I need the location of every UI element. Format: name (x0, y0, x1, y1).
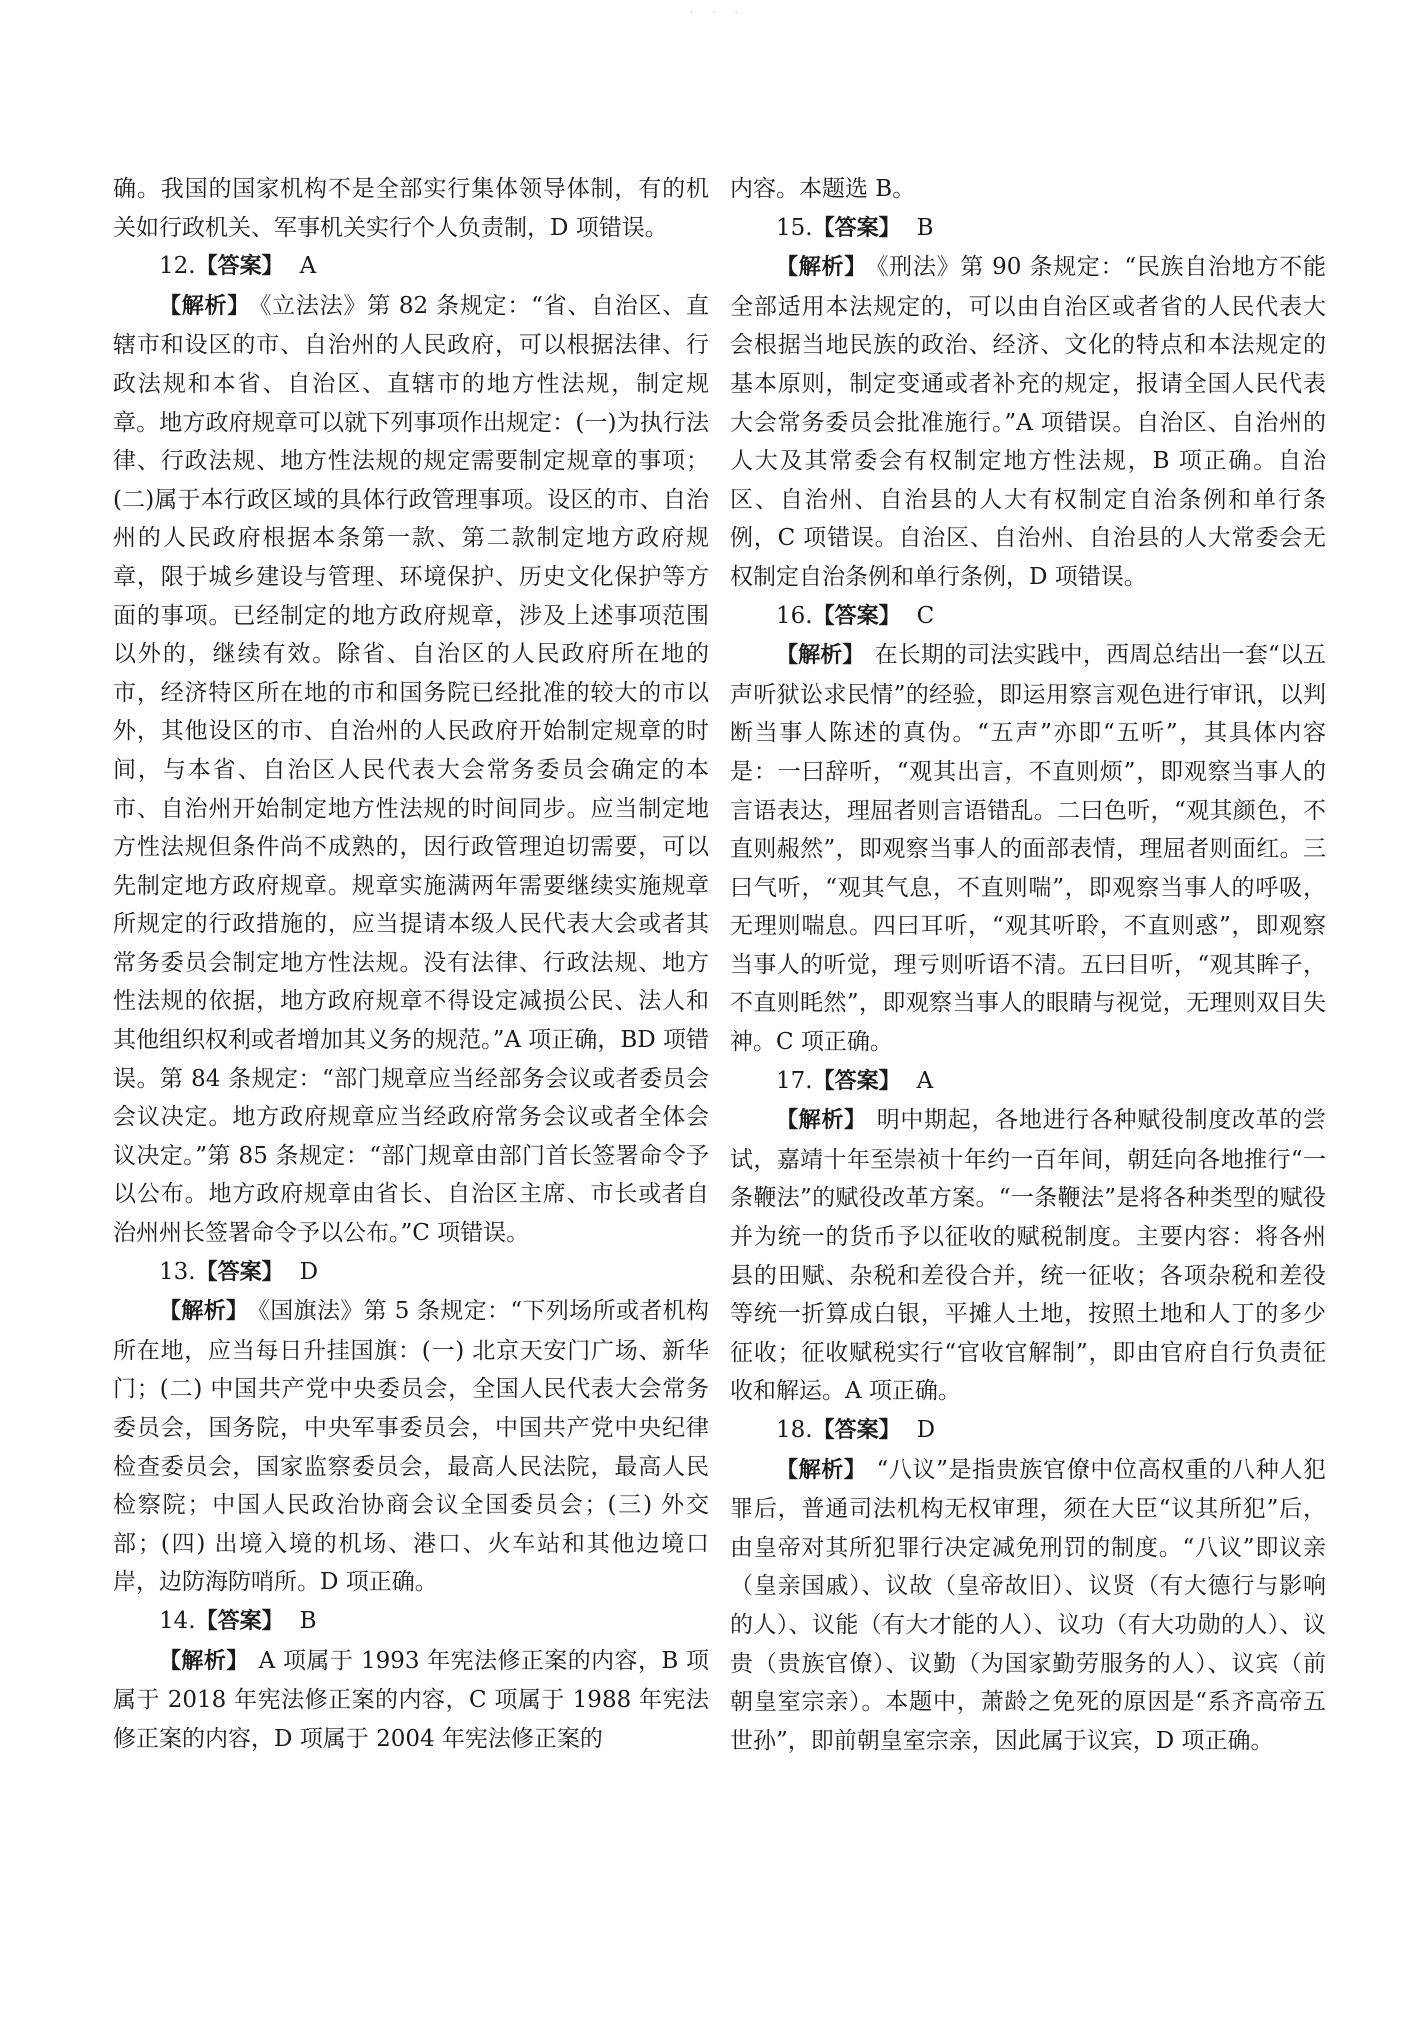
question-number: 18. (776, 1417, 813, 1443)
explanation-13 (113, 1292, 709, 1602)
answer-letter: C (916, 602, 935, 629)
explanation-tag: 【解析】 (776, 643, 865, 669)
right-column (730, 170, 1326, 1760)
explanation-12 (113, 287, 709, 1253)
answer-17 (730, 1062, 1326, 1102)
answer-letter: D (299, 1258, 319, 1285)
answer-tag: 【答案】 (195, 1608, 284, 1634)
explanation-text: A 项属于 1993 年宪法修正案的内容，B 项属于 2018 年宪法修正案的内容，C 项属于 1988 年宪法修正案的内容，D 项属于 2004 年宪法修正案的 (113, 1647, 709, 1752)
explanation-text: 《国旗法》第 5 条规定：“下列场所或者机构所在地，应当每日升挂国旗：(一) 北京天安门广场、新华门；(二) 中国共产党中央委员会，全国人民代表大会常务委员会，国务院，中央军事委员会，中国共产党中央纪律检查委员会，国家监察委员会，最高人民法院，最高人民检察院；中国人民政治协商会议全国委员会；(三) 外交部；(四) 出境入境的机场、港口、火车站和其他边境口岸，边防海防哨所。D 项正确。 (113, 1298, 709, 1596)
explanation-18 (730, 1451, 1326, 1761)
answer-tag: 【答案】 (195, 1259, 284, 1285)
explanation-tag: 【解析】 (776, 1457, 867, 1483)
continued-paragraph: 内容。本题选 B。 (730, 176, 916, 202)
explanation-tag: 【解析】 (776, 1108, 867, 1134)
explanation-15 (730, 248, 1326, 596)
explanation-17 (730, 1101, 1326, 1411)
explanation-text: 《立法法》第 82 条规定：“省、自治区、直辖市和设区的市、自治州的人民政府，可以根据法律、行政法规和本省、自治区、直辖市的地方性法规，制定规章。地方政府规章可以就下列事项作出规定：(一)为执行法律、行政法规、地方性法规的规定需要制定规章的事项；(二)属于本行政区域的具体行政管理事项。设区的市、自治州的人民政府根据本条第一款、第二款制定地方政府规章，限于城乡建设与管理、环境保护、历史文化保护等方面的事项。已经制定的地方政府规章，涉及上述事项范围以外的，继续有效。除省、自治区的人民政府所在地的市，经济特区所在地的市和国务院已经批准的较大的市以外，其他设区的市、自治州的人民政府开始制定规章的时间，与本省、自治区人民代表大会常务委员会确定的本市、自治州开始制定地方性法规的时间同步。应当制定地方性法规但条件尚不成熟的，因行政管理迫切需要，可以先制定地方政府规章。规章实施满两年需要继续实施规章所规定的行政措施的，应当提请本级人民代表大会或者其常务委员会制定地方性法规。没有法律、行政法规、地方性法规的依据，地方政府规章不得设定减损公民、法人和其他组织权利或者增加其义务的规范。”A 项正确，BD 项错误。第 84 条规定：“部门规章应当经部务会议或者委员会会议决定。地方政府规章应当经政府常务会议或者全体会议决定。”第 85 条规定：“部门规章由部门首长签署命令予以公布。地方政府规章由省长、自治区主席、市长或者自治州州长签署命令予以公布。”C 项错误。 (113, 292, 709, 1247)
answer-letter: A (916, 1067, 934, 1094)
question-number: 14. (159, 1607, 196, 1634)
question-number: 15. (776, 214, 813, 241)
continued-paragraph: 确。我国的国家机构不是全部实行集体领导体制，有的机关如行政机关、军事机关实行个人负责制，D 项错误。 (113, 176, 709, 241)
answer-12 (113, 247, 709, 287)
explanation-text: 《刑法》第 90 条规定：“民族自治地方不能全部适用本法规定的，可以由自治区或者省的人民代表大会根据当地民族的政治、经济、文化的特点和本法规定的基本原则，制定变通或者补充的规定，报请全国人民代表大会常务委员会批准施行。”A 项错误。自治区、自治州的人大及其常委会有权制定地方性法规，B 项正确。自治区、自治州、自治县的人大有权制定自治条例和单行条例，C 项错误。自治区、自治州、自治县的人大常委会无权制定自治条例和单行条例，D 项错误。 (730, 254, 1326, 590)
answer-14 (113, 1602, 709, 1642)
explanation-text: 明中期起，各地进行各种赋役制度改革的尝试，嘉靖十年至崇祯十年约一百年间，朝廷向各地推行“一条鞭法”的赋役改革方案。“一条鞭法”是将各种类型的赋役并为统一的货币予以征收的赋税制度。主要内容：将各州县的田赋、杂税和差役合并，统一征收；各项杂税和差役等统一折算成白银，平摊人土地，按照土地和人丁的多少征收；征收赋税实行“官收官解制”，即由官府自行负责征收和解运。A 项正确。 (730, 1107, 1326, 1405)
answer-tag: 【答案】 (195, 254, 284, 280)
explanation-tag: 【解析】 (159, 293, 250, 319)
answer-letter: B (299, 1607, 317, 1634)
explanation-tag: 【解析】 (159, 1648, 249, 1674)
answer-tag: 【答案】 (812, 1068, 901, 1094)
question-number: 16. (776, 602, 813, 629)
answer-15 (730, 209, 1326, 249)
explanation-tag: 【解析】 (776, 255, 867, 281)
question-number: 13. (159, 1258, 196, 1285)
question-number: 17. (776, 1067, 813, 1094)
explanation-text: “八议”是指贵族官僚中位高权重的八种人犯罪后，普通司法机构无权审理，须在大臣“议其所犯”后，由皇帝对其所犯罪行决定减免刑罚的制度。“八议”即议亲（皇亲国戚）、议故（皇帝故旧）、议贤（有大德行与影响的人）、议能（有大才能的人）、议功（有大功勋的人）、议贵（贵族官僚）、议勤（为国家勤劳服务的人）、议宾（前朝皇室宗亲）。本题中，萧龄之免死的原因是“系齐高帝五世孙”，即前朝皇室宗亲，因此属于议宾，D 项正确。 (730, 1456, 1326, 1754)
page-top-mark: · · · (690, 8, 746, 19)
answer-13 (113, 1253, 709, 1293)
question-number: 12. (159, 253, 196, 280)
answer-18 (730, 1411, 1326, 1451)
answer-tag: 【答案】 (812, 215, 901, 241)
explanation-16 (730, 636, 1326, 1062)
answer-letter: A (299, 253, 317, 280)
left-column (113, 170, 709, 1758)
answer-16 (730, 597, 1326, 637)
answer-tag: 【答案】 (812, 603, 901, 629)
explanation-14 (113, 1642, 709, 1759)
answer-letter: D (916, 1417, 936, 1443)
explanation-text: 在长期的司法实践中，西周总结出一套“以五声听狱讼求民情”的经验，即运用察言观色进行审讯，以判断当事人陈述的真伪。“五声”亦即“五听”，其具体内容是：一曰辞听，“观其出言，不直则烦”，即观察当事人的言语表达，理屈者则言语错乱。二曰色听，“观其颜色，不直则赧然”，即观察当事人的面部表情，理屈者则面红。三曰气听，“观其气息，不直则喘”，即观察当事人的呼吸，无理则喘息。四曰耳听，“观其听聆，不直则惑”，即观察当事人的听觉，理亏则听语不清。五曰目听，“观其眸子，不直则眊然”，即观察当事人的眼睛与视觉，无理则双目失神。C 项正确。 (730, 642, 1326, 1056)
answer-letter: B (916, 214, 934, 241)
answer-tag: 【答案】 (812, 1418, 901, 1443)
explanation-tag: 【解析】 (159, 1299, 249, 1325)
